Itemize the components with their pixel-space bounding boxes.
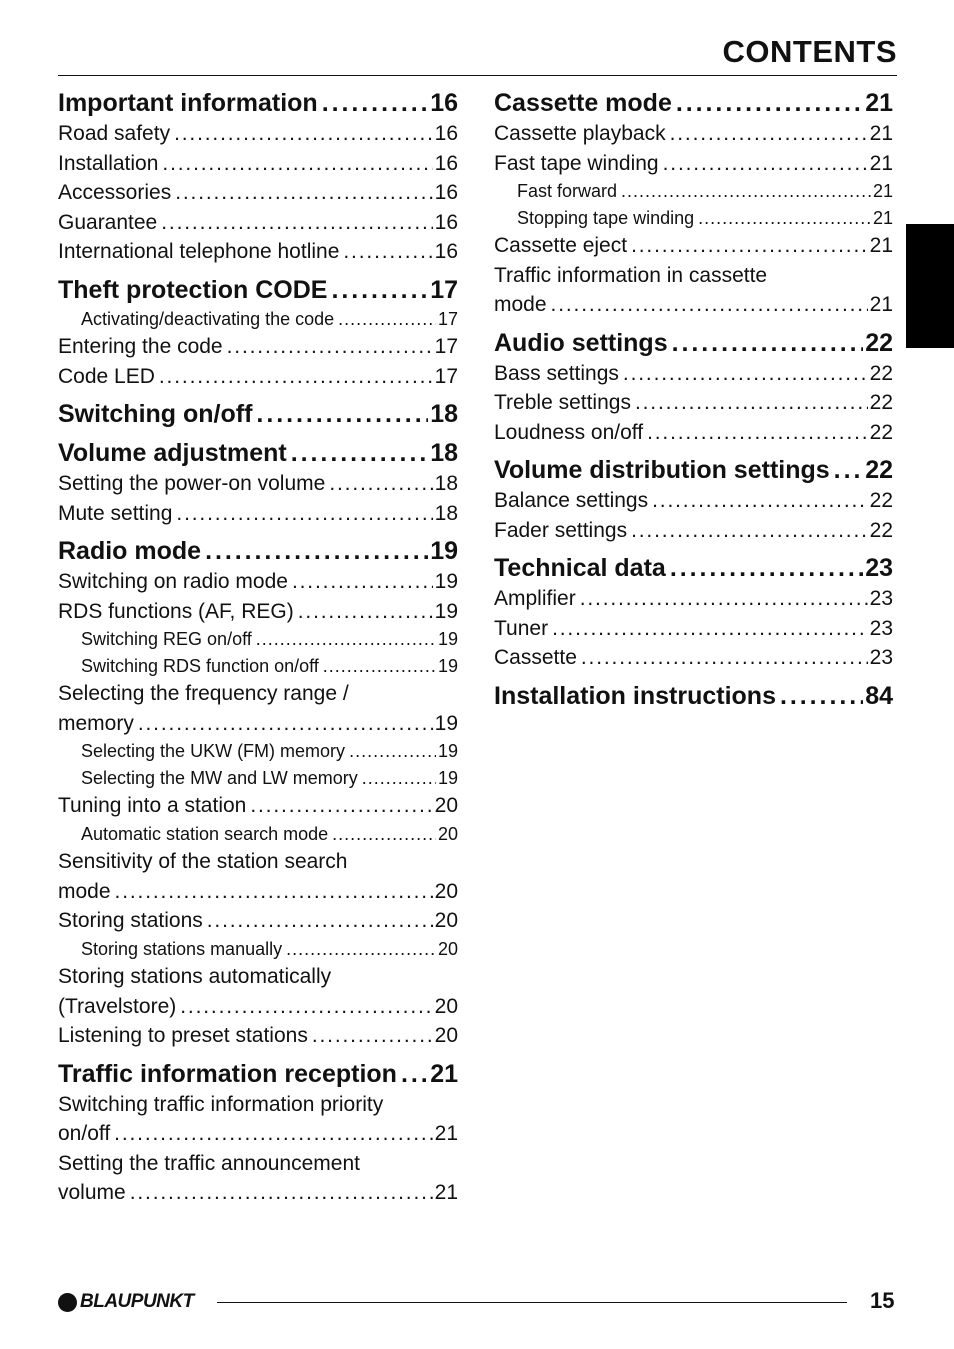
toc-entry-line (81, 738, 458, 765)
toc-page-number: 19 (437, 629, 458, 649)
toc-entry-text: Amplifier (494, 587, 576, 610)
dot-leader (115, 877, 433, 907)
toc-entry-text: International telephone hotline (58, 240, 340, 263)
toc-page-number: 17 (434, 364, 458, 388)
toc-page-number: 20 (434, 1024, 458, 1047)
toc-page-number: 19 (437, 741, 458, 761)
toc-section-heading[interactable] (58, 438, 458, 469)
dot-leader (292, 567, 433, 597)
dot-leader (401, 1059, 428, 1090)
toc-entry-line (58, 1178, 458, 1208)
toc-entry[interactable] (58, 1021, 458, 1051)
toc-entry-text: Tuning into a station (58, 794, 247, 817)
toc-entry-line (58, 567, 458, 597)
toc-entry[interactable] (58, 626, 458, 653)
toc-section-heading[interactable] (494, 88, 893, 119)
toc-entry-text: Switching on radio mode (58, 570, 288, 593)
dot-leader (159, 362, 433, 392)
dot-leader (180, 992, 432, 1022)
toc-page-number: 19 (437, 655, 458, 676)
toc-entry[interactable] (58, 597, 458, 627)
toc-page-number: 20 (434, 879, 458, 903)
toc-entry-line (58, 597, 458, 627)
toc-entry-text: Switching RDS function on/off (81, 655, 319, 676)
toc-entry[interactable] (494, 205, 893, 232)
toc-entry-text: Storing stations manually (81, 938, 283, 959)
toc-page-number: 17 (434, 335, 458, 358)
dot-leader (130, 1178, 433, 1208)
toc-page-number: 19 (430, 537, 458, 565)
toc-entry-text: memory (58, 711, 134, 735)
toc-entry-line (494, 516, 893, 546)
toc-entry-text: Setting the power-on volume (58, 472, 326, 495)
toc-entry-line (494, 486, 893, 516)
dot-leader (205, 536, 428, 567)
toc-entry[interactable] (494, 261, 893, 320)
toc-entry[interactable] (58, 208, 458, 238)
toc-entry-line (494, 643, 893, 673)
toc-entry-line (58, 499, 458, 529)
toc-entry-text: Stopping tape winding (517, 207, 695, 228)
toc-entry-text: Accessories (58, 181, 172, 204)
toc-entry-text: on/off (58, 1122, 111, 1145)
dot-leader (670, 119, 868, 149)
toc-entry-line (58, 469, 458, 499)
dot-leader (114, 1119, 432, 1149)
toc-page-number: 16 (434, 181, 458, 204)
toc-entry[interactable] (58, 653, 458, 680)
toc-entry-text: RDS functions (AF, REG) (58, 599, 294, 623)
toc-entry[interactable] (58, 962, 458, 1021)
toc-page-number: 20 (437, 938, 458, 959)
dot-leader (343, 237, 432, 267)
toc-entry[interactable] (58, 332, 458, 362)
toc-entry-text: mode (494, 293, 547, 316)
toc-entry-line (494, 584, 893, 614)
toc-entry[interactable] (494, 643, 893, 673)
toc-entry-line (58, 438, 458, 469)
dot-leader (329, 469, 432, 499)
dot-leader (621, 178, 871, 205)
toc-entry-text: Listening to preset stations (58, 1024, 308, 1047)
toc-entry-line (58, 1021, 458, 1051)
toc-entry-text: Cassette (494, 646, 577, 669)
toc-entry[interactable] (494, 388, 893, 418)
toc-entry-text: Balance settings (494, 489, 649, 512)
toc-entry-text: Fast forward (517, 181, 618, 201)
toc-entry[interactable] (58, 791, 458, 821)
dot-leader (338, 306, 436, 333)
toc-entry-line (58, 709, 458, 739)
toc-entry-text: Volume distribution settings (494, 456, 830, 484)
toc-entry[interactable] (494, 516, 893, 546)
toc-entry-line (58, 1119, 458, 1149)
toc-page-number: 22 (869, 489, 893, 512)
toc-entry-text: Cassette playback (494, 122, 666, 145)
toc-page-number: 16 (430, 89, 458, 117)
toc-entry-text-line1: Setting the traffic announcement (58, 1151, 360, 1175)
toc-entry-line (58, 119, 458, 149)
toc-entry-text: (Travelstore) (58, 994, 177, 1018)
top-divider (58, 75, 897, 76)
toc-entry-text: Selecting the UKW (FM) memory (81, 741, 346, 761)
toc-entry-text: Storing stations (58, 909, 203, 932)
toc-entry-line (58, 332, 458, 362)
dot-leader (256, 626, 436, 653)
page-title: CONTENTS (722, 34, 897, 69)
toc-page-number: 22 (865, 328, 893, 357)
toc-entry[interactable] (58, 499, 458, 529)
toc-entry-line (494, 88, 893, 119)
toc-page-number: 16 (434, 122, 458, 145)
toc-entry-line (81, 306, 458, 333)
toc-page-number: 84 (865, 681, 893, 710)
toc-entry-line (494, 231, 893, 261)
toc-entry-text: Road safety (58, 122, 171, 145)
toc-entry-line (58, 362, 458, 392)
dot-leader (322, 88, 428, 119)
toc-entry-line (494, 119, 893, 149)
toc-entry[interactable] (494, 359, 893, 389)
toc-section-heading[interactable] (58, 275, 458, 306)
toc-entry-text: Radio mode (58, 537, 202, 565)
toc-entry-text: Switching REG on/off (81, 629, 252, 649)
toc-page-number: 23 (869, 616, 893, 640)
footer-divider (217, 1302, 847, 1303)
dot-leader (174, 119, 433, 149)
dot-leader (349, 738, 436, 765)
toc-entry-line (494, 418, 893, 448)
toc-page-number: 21 (869, 151, 893, 175)
toc-section-heading[interactable] (58, 88, 458, 119)
toc-page-number: 22 (869, 518, 893, 542)
toc-entry-text: Bass settings (494, 361, 619, 385)
toc-entry[interactable] (494, 614, 893, 644)
toc-page-number: 21 (869, 234, 893, 257)
toc-entry-line (58, 88, 458, 119)
dot-leader (631, 516, 868, 546)
toc-entry[interactable] (58, 847, 458, 906)
dot-leader (176, 499, 432, 529)
toc-entry-line (517, 205, 893, 232)
toc-entry-line (494, 359, 893, 389)
toc-entry-text: Volume adjustment (58, 439, 287, 467)
dot-leader (362, 765, 436, 792)
dot-leader (580, 584, 868, 614)
toc-page-number: 20 (434, 994, 458, 1018)
toc-entry[interactable] (58, 936, 458, 963)
toc-entry-text: Entering the code (58, 335, 223, 358)
toc-entry[interactable] (58, 149, 458, 179)
toc-entry-text: Theft protection CODE (58, 275, 328, 304)
toc-entry[interactable] (58, 1149, 458, 1208)
toc-entry[interactable] (494, 231, 893, 261)
toc-page-number: 21 (865, 89, 893, 117)
toc-entry-line (494, 681, 893, 712)
toc-entry-text-line1: Selecting the frequency range / (58, 682, 349, 705)
toc-entry-text: Fader settings (494, 518, 628, 542)
dot-leader (286, 936, 436, 963)
toc-page-number: 21 (434, 1122, 458, 1145)
toc-entry-line (81, 936, 458, 963)
toc-page-number: 19 (434, 711, 458, 735)
dot-leader (161, 208, 432, 238)
dot-leader (291, 438, 428, 469)
toc-entry-line (58, 906, 458, 936)
toc-section-heading[interactable] (494, 455, 893, 486)
dot-leader (207, 906, 433, 936)
dot-leader (672, 328, 864, 359)
toc-entry-line (494, 614, 893, 644)
toc-page-number: 23 (869, 646, 893, 669)
toc-page-number: 19 (437, 767, 458, 788)
toc-entry-text: Selecting the MW and LW memory (81, 767, 358, 788)
toc-entry[interactable] (58, 469, 458, 499)
toc-entry-text: Treble settings (494, 391, 631, 414)
dot-leader (162, 149, 432, 179)
dot-leader (652, 486, 868, 516)
toc-entry-text: Traffic information reception (58, 1059, 397, 1088)
toc-entry-text: mode (58, 879, 111, 903)
toc-section-heading[interactable] (58, 536, 458, 567)
toc-page-number: 18 (434, 501, 458, 525)
toc-entry-line (494, 553, 893, 584)
toc-right-column (494, 88, 893, 712)
toc-entry-text-line1: Traffic information in cassette (494, 263, 768, 287)
toc-page-number: 21 (872, 181, 893, 201)
toc-entry[interactable] (58, 119, 458, 149)
toc-entry[interactable] (58, 178, 458, 208)
dot-leader (332, 821, 436, 848)
dot-leader (834, 455, 864, 486)
toc-entry[interactable] (58, 738, 458, 765)
toc-section-heading[interactable] (494, 328, 893, 359)
toc-entry[interactable] (58, 567, 458, 597)
toc-entry-text: Activating/deactivating the code (81, 308, 335, 329)
toc-entry-line (58, 992, 458, 1022)
toc-entry-line (81, 653, 458, 680)
toc-entry[interactable] (494, 486, 893, 516)
toc-entry-line (58, 178, 458, 208)
dot-leader (670, 553, 863, 584)
toc-page-number: 22 (869, 361, 893, 385)
toc-entry-line (494, 328, 893, 359)
toc-entry-line (58, 536, 458, 567)
toc-entry-text: Tuner (494, 616, 549, 640)
dot-leader (175, 178, 432, 208)
toc-entry-line (58, 275, 458, 306)
toc-entry-text: Cassette eject (494, 234, 628, 257)
toc-page-number: 20 (437, 823, 458, 844)
toc-entry-text: Mute setting (58, 501, 173, 525)
toc-entry-line (58, 1059, 458, 1090)
dot-leader (250, 791, 432, 821)
brand-logo (58, 1290, 194, 1314)
dot-leader (138, 709, 433, 739)
toc-entry-line (58, 399, 458, 430)
toc-entry[interactable] (58, 237, 458, 267)
dot-leader (635, 388, 868, 418)
dot-leader (698, 205, 871, 232)
toc-entry-line (81, 765, 458, 792)
toc-entry-text: Guarantee (58, 210, 158, 234)
toc-page-number: 21 (430, 1059, 458, 1088)
toc-entry-text: volume (58, 1181, 126, 1204)
toc-entry-text: Technical data (494, 554, 666, 582)
toc-entry-text: Automatic station search mode (81, 823, 329, 844)
toc-section-heading[interactable] (58, 399, 458, 430)
toc-entry[interactable] (494, 418, 893, 448)
toc-section-heading[interactable] (58, 1059, 458, 1090)
logo-dot-icon (58, 1293, 77, 1312)
toc-page-number: 18 (430, 439, 458, 467)
toc-page-number: 23 (869, 587, 893, 610)
toc-entry-text: Audio settings (494, 328, 668, 357)
toc-page-number: 22 (869, 391, 893, 414)
toc-entry[interactable] (58, 821, 458, 848)
toc-entry-text-line1: Storing stations automatically (58, 965, 332, 988)
brand-name: BLAUPUNKT (80, 1291, 194, 1312)
dot-leader (312, 1021, 433, 1051)
toc-page-number: 16 (434, 210, 458, 234)
toc-page-number: 21 (869, 122, 893, 145)
toc-entry-text: Fast tape winding (494, 151, 659, 175)
toc-entry-text: Installation instructions (494, 681, 776, 710)
toc-entry[interactable] (58, 362, 458, 392)
toc-page-number: 22 (869, 420, 893, 444)
toc-page-number: 18 (434, 472, 458, 495)
toc-entry[interactable] (58, 906, 458, 936)
toc-entry-line (58, 791, 458, 821)
dot-leader (323, 653, 436, 680)
toc-entry[interactable] (58, 1090, 458, 1149)
toc-entry-text: Cassette mode (494, 89, 672, 117)
toc-entry-line (58, 877, 458, 907)
toc-entry-line (494, 290, 893, 320)
toc-entry-text-line1: Sensitivity of the station search (58, 850, 348, 873)
toc-section-heading[interactable] (494, 553, 893, 584)
toc-page-number: 22 (865, 456, 893, 484)
toc-entry-line (58, 149, 458, 179)
dot-leader (623, 359, 868, 389)
toc-entry-text: Switching on/off (58, 400, 253, 428)
toc-page-number: 21 (434, 1181, 458, 1204)
toc-entry[interactable] (58, 306, 458, 333)
toc-entry-text-line1: Switching traffic information priority (58, 1092, 384, 1116)
dot-leader (676, 88, 863, 119)
toc-entry-text: Important information (58, 89, 318, 117)
toc-page-number: 20 (434, 909, 458, 932)
toc-entry-line (494, 149, 893, 179)
toc-entry-line (81, 821, 458, 848)
toc-page-number: 21 (872, 207, 893, 228)
toc-entry[interactable] (494, 149, 893, 179)
toc-entry-line (494, 388, 893, 418)
toc-entry-text: Loudness on/off (494, 420, 644, 444)
toc-entry[interactable] (58, 679, 458, 738)
toc-section-heading[interactable] (494, 681, 893, 712)
dot-leader (298, 597, 433, 627)
toc-entry[interactable] (494, 119, 893, 149)
toc-entry[interactable] (494, 584, 893, 614)
toc-entry-line (58, 237, 458, 267)
toc-page-number: 18 (430, 400, 458, 428)
toc-page-number: 19 (434, 599, 458, 623)
toc-page-number: 21 (869, 293, 893, 316)
toc-page-number: 19 (434, 570, 458, 593)
toc-page-number: 20 (434, 794, 458, 817)
dot-leader (663, 149, 868, 179)
toc-page-number: 16 (434, 151, 458, 175)
toc-page-number: 23 (865, 554, 893, 582)
toc-entry-text: Code LED (58, 364, 155, 388)
toc-page-number: 16 (434, 240, 458, 263)
dot-leader (227, 332, 433, 362)
dot-leader (331, 275, 428, 306)
toc-left-column (58, 88, 458, 1208)
section-thumb-tab (906, 224, 954, 348)
toc-page-number: 17 (437, 308, 458, 329)
dot-leader (780, 681, 863, 712)
toc-entry[interactable] (58, 765, 458, 792)
dot-leader (256, 399, 428, 430)
toc-entry-line (494, 455, 893, 486)
toc-entry-line (517, 178, 893, 205)
dot-leader (551, 290, 868, 320)
toc-entry[interactable] (494, 178, 893, 205)
dot-leader (552, 614, 868, 644)
page-number: 15 (870, 1288, 895, 1313)
dot-leader (581, 643, 868, 673)
dot-leader (647, 418, 868, 448)
toc-page-number: 17 (430, 275, 458, 304)
dot-leader (631, 231, 868, 261)
toc-entry-line (58, 208, 458, 238)
toc-entry-text: Installation (58, 151, 159, 175)
toc-entry-line (81, 626, 458, 653)
